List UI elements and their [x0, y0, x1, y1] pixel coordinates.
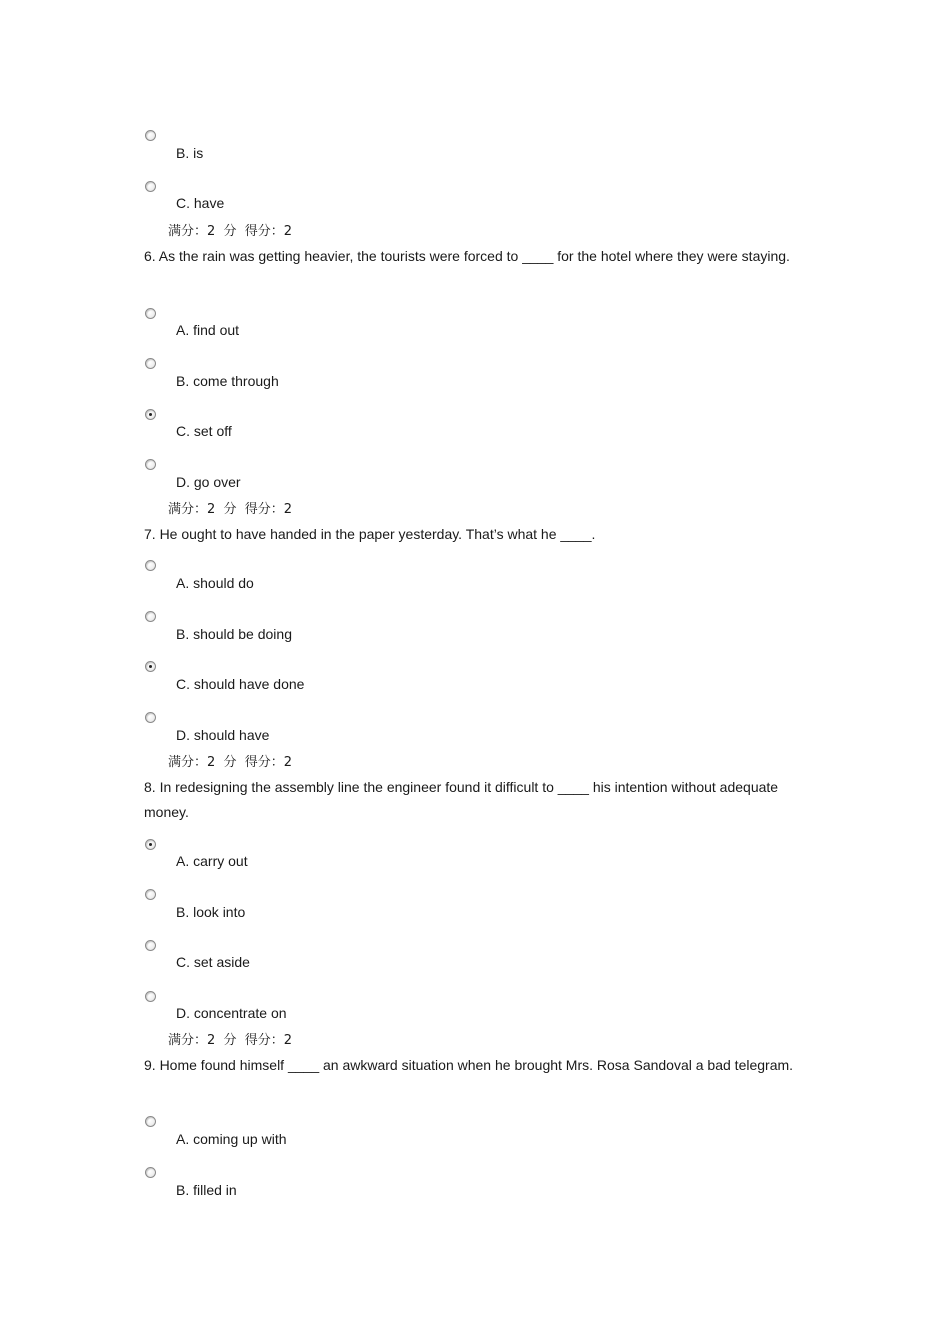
- q5-option-c-radio[interactable]: [145, 181, 156, 192]
- q6-option-b-label: B. come through: [176, 373, 279, 389]
- q8-option-b-label: B. look into: [176, 904, 246, 920]
- q7-option-c-label: C. should have done: [176, 676, 305, 692]
- q7-option-a-label: A. should do: [176, 575, 254, 591]
- q8-option-b-radio[interactable]: [145, 889, 156, 900]
- q5-score: 满分：2 分 得分：2: [168, 224, 293, 239]
- q8-score: 满分：2 分 得分：2: [168, 1033, 293, 1048]
- q7-option-a-radio[interactable]: [145, 560, 156, 571]
- q6-question-text: 6. As the rain was getting heavier, the tourists were forced to ____ for the hotel where they were staying.: [144, 248, 790, 264]
- q8-option-c-label: C. set aside: [176, 954, 250, 970]
- q7-option-b-radio[interactable]: [145, 611, 156, 622]
- q6-option-b-radio[interactable]: [145, 358, 156, 369]
- q6-option-a-radio[interactable]: [145, 308, 156, 319]
- q6-option-a-label: A. find out: [176, 322, 240, 338]
- q8-option-a-label: A. carry out: [176, 853, 248, 869]
- q6-score: 满分：2 分 得分：2: [168, 502, 293, 517]
- q7-option-d-radio[interactable]: [145, 712, 156, 723]
- q9-option-a-radio[interactable]: [145, 1116, 156, 1127]
- q6-option-c-label: C. set off: [176, 423, 232, 439]
- q9-option-b-label: B. filled in: [176, 1182, 237, 1198]
- q7-option-b-label: B. should be doing: [176, 626, 292, 642]
- q5-option-b-label: B. is: [176, 145, 204, 161]
- q5-option-c-label: C. have: [176, 195, 225, 211]
- q6-option-d-label: D. go over: [176, 474, 241, 490]
- q8-question-text: 8. In redesigning the assembly line the engineer found it difficult to ____ his intention without adequate money.: [144, 779, 779, 820]
- q8-option-d-radio[interactable]: [145, 991, 156, 1002]
- q6-option-d-radio[interactable]: [145, 459, 156, 470]
- q8-option-d-label: D. concentrate on: [176, 1005, 287, 1021]
- q8-option-a-radio[interactable]: [145, 839, 156, 850]
- q5-option-b-radio[interactable]: [145, 130, 156, 141]
- q9-option-a-label: A. coming up with: [176, 1131, 287, 1147]
- q7-question-text: 7. He ought to have handed in the paper yesterday. That’s what he ____.: [144, 526, 596, 542]
- q7-option-c-radio[interactable]: [145, 661, 156, 672]
- q7-option-d-label: D. should have: [176, 727, 270, 743]
- q6-option-c-radio[interactable]: [145, 409, 156, 420]
- q9-option-b-radio[interactable]: [145, 1167, 156, 1178]
- q9-question-text: 9. Home found himself ____ an awkward situation when he brought Mrs. Rosa Sandoval a bad telegram.: [144, 1057, 794, 1073]
- q7-score: 满分：2 分 得分：2: [168, 755, 293, 770]
- q8-option-c-radio[interactable]: [145, 940, 156, 951]
